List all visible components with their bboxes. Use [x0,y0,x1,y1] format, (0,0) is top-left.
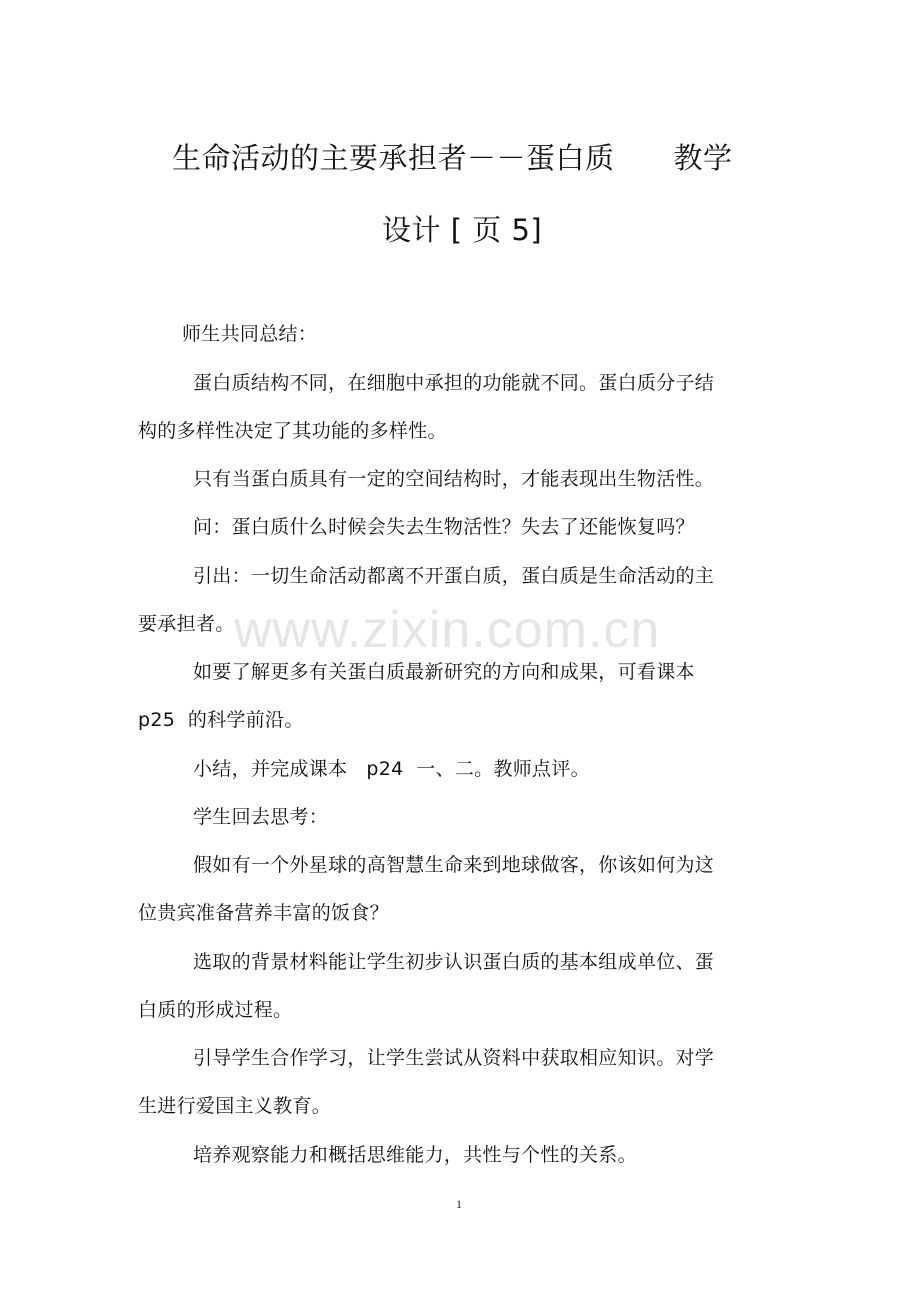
document-title-line-1: 生命活动的主要承担者－－蛋白质 教学 [172,141,733,175]
paragraph-line: 引出：一切生命活动都离不开蛋白质，蛋白质是生命活动的主 [193,565,715,587]
paragraph-line: 假如有一个外星球的高智慧生命来到地球做客，你该如何为这 [193,854,715,876]
paragraph-line: 如要了解更多有关蛋白质最新研究的方向和成果，可看课本 [193,661,695,683]
paragraph-line: 小结，并完成课本 p24 一、二。教师点评。 [193,758,590,780]
paragraph-line: 培养观察能力和概括思维能力，共性与个性的关系。 [193,1144,637,1166]
paragraph-line: 要承担者。 [138,613,235,635]
paragraph-line: p25 的科学前沿。 [138,709,304,731]
paragraph-line: 问：蛋白质什么时候会失去生物活性？失去了还能恢复吗？ [193,516,695,538]
watermark: www.zixin.com.cn [234,601,661,659]
paragraph-line: 白质的形成过程。 [138,999,293,1021]
paragraph-line: 位贵宾准备营养丰富的饭食？ [138,902,389,924]
paragraph-line: 构的多样性决定了其功能的多样性。 [138,420,447,442]
paragraph-line: 只有当蛋白质具有一定的空间结构时，才能表现出生物活性。 [193,468,715,490]
paragraph-line: 引导学生合作学习，让学生尝试从资料中获取相应知识。对学 [193,1047,715,1069]
page-number: 1 [456,1197,462,1211]
paragraph-line: 学生回去思考： [193,806,329,828]
paragraph-line: 选取的背景材料能让学生初步认识蛋白质的基本组成单位、蛋 [193,951,715,973]
paragraph-line: 师生共同总结： [182,323,318,345]
document-title-line-2: 设计 [ 页 5] [382,213,543,247]
paragraph-line: 生进行爱国主义教育。 [138,1095,332,1117]
paragraph-line: 蛋白质结构不同，在细胞中承担的功能就不同。蛋白质分子结 [193,372,715,394]
